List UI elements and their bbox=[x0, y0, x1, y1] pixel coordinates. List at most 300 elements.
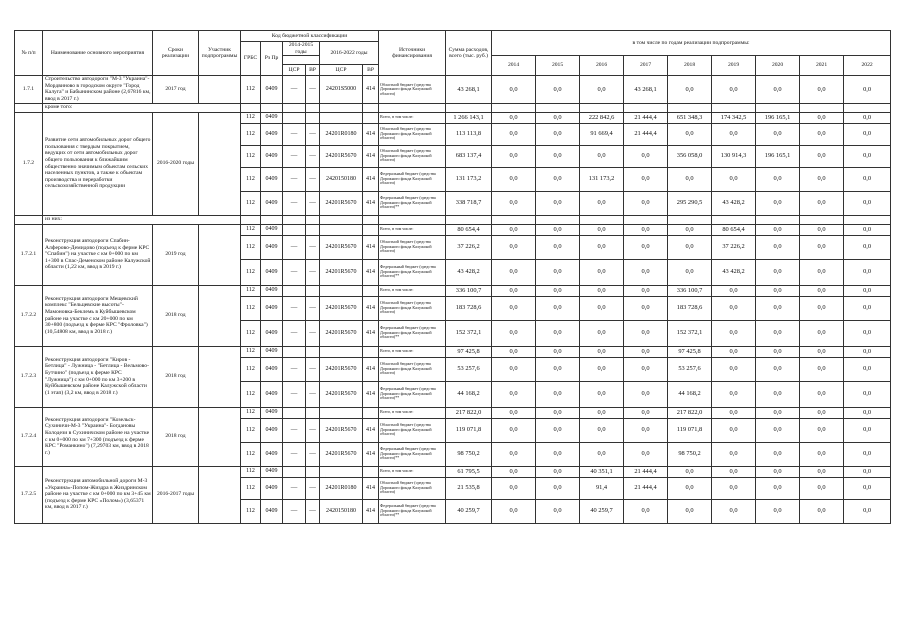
cell-year-value: 0,0 bbox=[492, 167, 536, 191]
cell-year-value: 0,0 bbox=[800, 235, 844, 259]
cell-year-value: 0,0 bbox=[624, 357, 668, 381]
cell-year-value: 0,0 bbox=[712, 76, 756, 103]
cell-grbs: 112 bbox=[241, 477, 261, 499]
cell-year-value: 0,0 bbox=[844, 191, 891, 215]
cell-csr-2016: 24201R5670 bbox=[320, 259, 363, 285]
cell-year-value: 183 728,6 bbox=[668, 296, 712, 320]
cell-csr-2014: — bbox=[283, 418, 306, 442]
cell-year-value: 0,0 bbox=[624, 499, 668, 523]
note-blank-cell bbox=[261, 103, 283, 112]
note-blank-cell bbox=[241, 215, 261, 224]
cell-total: 338 718,7 bbox=[446, 191, 492, 215]
cell-year-value: 0,0 bbox=[712, 296, 756, 320]
cell-total: 98 750,2 bbox=[446, 442, 492, 466]
cell-year-value: 0,0 bbox=[668, 477, 712, 499]
cell-year-value: 0,0 bbox=[536, 442, 580, 466]
cell-grbs: 112 bbox=[241, 259, 261, 285]
row-number: 1.7.2.2 bbox=[15, 285, 43, 346]
cell-year-value: 21 444,4 bbox=[624, 466, 668, 477]
cell-vr-2014 bbox=[306, 346, 320, 357]
cell-rzpr: 0409 bbox=[261, 167, 283, 191]
cell-year-value: 0,0 bbox=[580, 407, 624, 418]
cell-year-value: 21 444,4 bbox=[624, 123, 668, 145]
cell-year-value: 0,0 bbox=[536, 191, 580, 215]
cell-grbs: 112 bbox=[241, 296, 261, 320]
cell-year-value: 0,0 bbox=[492, 259, 536, 285]
note-blank-cell bbox=[536, 215, 580, 224]
cell-rzpr: 0409 bbox=[261, 191, 283, 215]
cell-year-value: 0,0 bbox=[756, 76, 800, 103]
cell-csr-2016 bbox=[320, 407, 363, 418]
header-spacer bbox=[283, 56, 320, 65]
table-row bbox=[15, 466, 891, 477]
cell-year-value: 0,0 bbox=[536, 320, 580, 346]
row-number: 1.7.2.1 bbox=[15, 224, 43, 285]
note-blank-cell bbox=[261, 215, 283, 224]
cell-grbs: 112 bbox=[241, 499, 261, 523]
cell-source: Областной бюджет (средства Дорожного фонда Калужской области) bbox=[379, 296, 446, 320]
cell-year-value: 0,0 bbox=[492, 381, 536, 407]
table-row bbox=[15, 346, 891, 357]
cell-year-value: 0,0 bbox=[800, 346, 844, 357]
cell-grbs: 112 bbox=[241, 381, 261, 407]
cell-grbs: 112 bbox=[241, 418, 261, 442]
cell-year-value: 0,0 bbox=[844, 346, 891, 357]
cell-year-value: 0,0 bbox=[844, 112, 891, 123]
cell-vr-2016: 414 bbox=[363, 418, 379, 442]
cell-vr-2016 bbox=[363, 112, 379, 123]
cell-year-value: 40 259,7 bbox=[580, 499, 624, 523]
cell-csr-2016 bbox=[320, 466, 363, 477]
cell-source: Всего, в том числе: bbox=[379, 407, 446, 418]
cell-year-value: 0,0 bbox=[844, 477, 891, 499]
cell-grbs: 112 bbox=[241, 357, 261, 381]
row-participant bbox=[199, 285, 241, 346]
header-year-2022: 2022 bbox=[844, 56, 891, 76]
cell-total: 44 168,2 bbox=[446, 381, 492, 407]
cell-year-value: 0,0 bbox=[580, 191, 624, 215]
cell-rzpr: 0409 bbox=[261, 259, 283, 285]
cell-csr-2016 bbox=[320, 346, 363, 357]
cell-year-value: 0,0 bbox=[492, 112, 536, 123]
row-name: Реконструкция автодороги Спабин-Алферово-Демидово (подъезд к ферме КРС "Спабин") на участке с км 0+000 по км 1+300 в Спас-Деменском районе Калужской области (1,22 км, ввод в 2019 г.) bbox=[43, 224, 153, 285]
cell-year-value: 0,0 bbox=[844, 320, 891, 346]
cell-source: Областной бюджет (средства Дорожного фонда Калужской области) bbox=[379, 235, 446, 259]
note-blank-cell bbox=[668, 215, 712, 224]
cell-year-value: 0,0 bbox=[756, 442, 800, 466]
cell-grbs: 112 bbox=[241, 191, 261, 215]
cell-year-value: 0,0 bbox=[624, 235, 668, 259]
cell-rzpr: 0409 bbox=[261, 499, 283, 523]
cell-year-value: 0,0 bbox=[492, 442, 536, 466]
note-blank-cell bbox=[492, 103, 536, 112]
cell-year-value: 0,0 bbox=[756, 123, 800, 145]
cell-csr-2016 bbox=[320, 224, 363, 235]
cell-csr-2016: 2420150180 bbox=[320, 499, 363, 523]
cell-year-value: 0,0 bbox=[580, 235, 624, 259]
row-name: Развитие сети автомобильных дорог общего пользования с твердым покрытием, ведущих от сети автомобильных дорог общего пользования к ближайшим общественно значимым объектам сельских населенных пунктов, а также к объектам производства и переработки сельскохозяйственной продукции bbox=[43, 112, 153, 215]
row-number: 1.7.1 bbox=[15, 76, 43, 103]
cell-year-value: 0,0 bbox=[536, 145, 580, 167]
cell-vr-2014 bbox=[306, 112, 320, 123]
cell-grbs: 112 bbox=[241, 346, 261, 357]
cell-year-value: 0,0 bbox=[624, 442, 668, 466]
cell-vr-2016: 414 bbox=[363, 477, 379, 499]
cell-vr-2016: 414 bbox=[363, 76, 379, 103]
cell-year-value: 0,0 bbox=[756, 418, 800, 442]
header-year-2015: 2015 bbox=[536, 56, 580, 76]
cell-vr-2014: — bbox=[306, 76, 320, 103]
cell-year-value: 0,0 bbox=[712, 466, 756, 477]
cell-year-value: 0,0 bbox=[756, 346, 800, 357]
table-row bbox=[15, 285, 891, 296]
cell-source: Областной бюджет (средства Дорожного фонда Калужской области) bbox=[379, 76, 446, 103]
cell-csr-2016: 24201R5670 bbox=[320, 418, 363, 442]
cell-year-value: 152 372,1 bbox=[668, 320, 712, 346]
cell-grbs: 112 bbox=[241, 123, 261, 145]
cell-year-value: 0,0 bbox=[800, 76, 844, 103]
cell-csr-2014 bbox=[283, 346, 306, 357]
cell-rzpr: 0409 bbox=[261, 346, 283, 357]
cell-year-value: 0,0 bbox=[712, 285, 756, 296]
cell-vr-2016 bbox=[363, 285, 379, 296]
cell-year-value: 0,0 bbox=[536, 407, 580, 418]
cell-total: 80 654,4 bbox=[446, 224, 492, 235]
cell-year-value: 0,0 bbox=[712, 499, 756, 523]
cell-vr-2016: 414 bbox=[363, 499, 379, 523]
cell-vr-2014 bbox=[306, 224, 320, 235]
cell-year-value: 356 058,0 bbox=[668, 145, 712, 167]
cell-total: 152 372,1 bbox=[446, 320, 492, 346]
cell-year-value: 0,0 bbox=[536, 112, 580, 123]
note-spacer bbox=[15, 103, 43, 112]
cell-csr-2016: 24201S5000 bbox=[320, 76, 363, 103]
cell-year-value: 0,0 bbox=[536, 296, 580, 320]
cell-year-value: 0,0 bbox=[800, 407, 844, 418]
cell-year-value: 0,0 bbox=[712, 346, 756, 357]
cell-csr-2016: 24201R5670 bbox=[320, 296, 363, 320]
note-blank-cell bbox=[320, 103, 363, 112]
cell-year-value: 0,0 bbox=[800, 357, 844, 381]
cell-csr-2016 bbox=[320, 285, 363, 296]
header-years-2016-2022: 2016-2022 годы bbox=[320, 42, 379, 65]
cell-vr-2014: — bbox=[306, 123, 320, 145]
cell-year-value: 0,0 bbox=[756, 259, 800, 285]
cell-csr-2014 bbox=[283, 466, 306, 477]
cell-year-value: 0,0 bbox=[536, 123, 580, 145]
table-body bbox=[15, 76, 891, 523]
cell-rzpr: 0409 bbox=[261, 224, 283, 235]
cell-year-value: 0,0 bbox=[624, 145, 668, 167]
cell-source: Федеральный бюджет (средства Дорожного фонда Калужской области)** bbox=[379, 191, 446, 215]
cell-year-value: 0,0 bbox=[492, 224, 536, 235]
cell-year-value: 0,0 bbox=[492, 418, 536, 442]
cell-year-value: 0,0 bbox=[756, 191, 800, 215]
note-blank-cell bbox=[844, 215, 891, 224]
note-blank-cell bbox=[580, 215, 624, 224]
cell-rzpr: 0409 bbox=[261, 442, 283, 466]
cell-grbs: 112 bbox=[241, 466, 261, 477]
cell-csr-2014: — bbox=[283, 76, 306, 103]
cell-source: Областной бюджет (средства Дорожного фонда Калужской области) bbox=[379, 145, 446, 167]
row-participant bbox=[199, 407, 241, 466]
note-blank-cell bbox=[756, 103, 800, 112]
cell-total: 53 257,6 bbox=[446, 357, 492, 381]
note-blank-cell bbox=[800, 103, 844, 112]
cell-csr-2016: 2420150180 bbox=[320, 167, 363, 191]
cell-year-value: 0,0 bbox=[800, 112, 844, 123]
cell-year-value: 0,0 bbox=[844, 466, 891, 477]
cell-total: 40 259,7 bbox=[446, 499, 492, 523]
cell-rzpr: 0409 bbox=[261, 296, 283, 320]
header-year-2019: 2019 bbox=[712, 56, 756, 76]
header-csr-2016: ЦСР bbox=[320, 65, 363, 76]
cell-total: 97 425,8 bbox=[446, 346, 492, 357]
cell-year-value: 0,0 bbox=[668, 499, 712, 523]
cell-vr-2014: — bbox=[306, 357, 320, 381]
cell-csr-2014: — bbox=[283, 499, 306, 523]
cell-rzpr: 0409 bbox=[261, 320, 283, 346]
cell-rzpr: 0409 bbox=[261, 123, 283, 145]
cell-vr-2016: 414 bbox=[363, 191, 379, 215]
cell-year-value: 0,0 bbox=[800, 259, 844, 285]
note-blank-cell bbox=[844, 103, 891, 112]
cell-csr-2014 bbox=[283, 407, 306, 418]
cell-year-value: 0,0 bbox=[580, 418, 624, 442]
cell-total: 43 268,1 bbox=[446, 76, 492, 103]
cell-year-value: 0,0 bbox=[536, 76, 580, 103]
cell-year-value: 0,0 bbox=[492, 407, 536, 418]
cell-year-value: 0,0 bbox=[844, 145, 891, 167]
cell-year-value: 0,0 bbox=[712, 167, 756, 191]
row-period: 2017 год bbox=[153, 76, 199, 103]
cell-source: Федеральный бюджет (средства Дорожного фонда Калужской области)** bbox=[379, 442, 446, 466]
row-participant bbox=[199, 76, 241, 103]
note-blank-cell bbox=[320, 215, 363, 224]
cell-source: Федеральный бюджет (средства Дорожного фонда Калужской области)** bbox=[379, 259, 446, 285]
cell-year-value: 0,0 bbox=[800, 123, 844, 145]
cell-year-value: 0,0 bbox=[800, 499, 844, 523]
cell-year-value: 0,0 bbox=[800, 418, 844, 442]
cell-year-value: 0,0 bbox=[712, 442, 756, 466]
cell-year-value: 0,0 bbox=[800, 466, 844, 477]
cell-source: Всего, в том числе: bbox=[379, 285, 446, 296]
cell-total: 336 100,7 bbox=[446, 285, 492, 296]
cell-year-value: 174 342,5 bbox=[712, 112, 756, 123]
table-row bbox=[15, 224, 891, 235]
cell-year-value: 0,0 bbox=[492, 466, 536, 477]
row-participant bbox=[199, 466, 241, 523]
note-blank-cell bbox=[800, 215, 844, 224]
cell-year-value: 21 444,4 bbox=[624, 112, 668, 123]
cell-vr-2016 bbox=[363, 224, 379, 235]
header-rzpr: Рз Пр bbox=[261, 42, 283, 76]
cell-grbs: 112 bbox=[241, 235, 261, 259]
cell-csr-2016 bbox=[320, 112, 363, 123]
cell-total: 61 795,5 bbox=[446, 466, 492, 477]
cell-vr-2016: 414 bbox=[363, 381, 379, 407]
cell-year-value: 0,0 bbox=[800, 442, 844, 466]
cell-vr-2014: — bbox=[306, 296, 320, 320]
cell-year-value: 0,0 bbox=[756, 499, 800, 523]
cell-vr-2016 bbox=[363, 346, 379, 357]
cell-grbs: 112 bbox=[241, 112, 261, 123]
cell-year-value: 0,0 bbox=[580, 224, 624, 235]
cell-csr-2014: — bbox=[283, 477, 306, 499]
cell-year-value: 21 444,4 bbox=[624, 477, 668, 499]
cell-year-value: 0,0 bbox=[536, 466, 580, 477]
header-vr-2016: ВР bbox=[363, 65, 379, 76]
cell-year-value: 43 428,2 bbox=[712, 259, 756, 285]
cell-vr-2016: 414 bbox=[363, 357, 379, 381]
cell-year-value: 0,0 bbox=[624, 320, 668, 346]
cell-vr-2016 bbox=[363, 466, 379, 477]
cell-year-value: 0,0 bbox=[712, 477, 756, 499]
table-row bbox=[15, 112, 891, 123]
cell-year-value: 0,0 bbox=[800, 320, 844, 346]
cell-csr-2016: 24201R5670 bbox=[320, 357, 363, 381]
cell-year-value: 0,0 bbox=[800, 167, 844, 191]
cell-year-value: 0,0 bbox=[492, 346, 536, 357]
cell-vr-2014: — bbox=[306, 418, 320, 442]
note-blank-cell bbox=[492, 215, 536, 224]
note-blank-cell bbox=[668, 103, 712, 112]
note-blank-cell bbox=[712, 215, 756, 224]
cell-year-value: 0,0 bbox=[800, 285, 844, 296]
cell-year-value: 0,0 bbox=[536, 235, 580, 259]
cell-total: 37 226,2 bbox=[446, 235, 492, 259]
cell-year-value: 0,0 bbox=[712, 357, 756, 381]
cell-year-value: 0,0 bbox=[668, 123, 712, 145]
cell-year-value: 0,0 bbox=[800, 224, 844, 235]
budget-table-sheet bbox=[14, 30, 890, 524]
row-period: 2018 год bbox=[153, 285, 199, 346]
cell-vr-2016: 414 bbox=[363, 259, 379, 285]
cell-year-value: 0,0 bbox=[668, 224, 712, 235]
cell-rzpr: 0409 bbox=[261, 76, 283, 103]
cell-year-value: 91,4 bbox=[580, 477, 624, 499]
cell-year-value: 0,0 bbox=[756, 224, 800, 235]
cell-csr-2016: 24201R5670 bbox=[320, 145, 363, 167]
cell-grbs: 112 bbox=[241, 76, 261, 103]
cell-year-value: 0,0 bbox=[756, 466, 800, 477]
note-blank-cell bbox=[306, 103, 320, 112]
cell-year-value: 130 914,3 bbox=[712, 145, 756, 167]
note-text: из них: bbox=[43, 215, 241, 224]
cell-year-value: 0,0 bbox=[536, 346, 580, 357]
note-blank-cell bbox=[712, 103, 756, 112]
cell-year-value: 0,0 bbox=[580, 296, 624, 320]
cell-year-value: 0,0 bbox=[580, 145, 624, 167]
cell-year-value: 0,0 bbox=[800, 381, 844, 407]
cell-vr-2014: — bbox=[306, 259, 320, 285]
cell-year-value: 0,0 bbox=[492, 285, 536, 296]
cell-vr-2016 bbox=[363, 407, 379, 418]
header-year-2014: 2014 bbox=[492, 56, 536, 76]
cell-year-value: 37 226,2 bbox=[712, 235, 756, 259]
cell-total: 683 137,4 bbox=[446, 145, 492, 167]
cell-year-value: 0,0 bbox=[844, 499, 891, 523]
cell-vr-2014: — bbox=[306, 167, 320, 191]
note-blank-cell bbox=[580, 103, 624, 112]
note-blank-cell bbox=[306, 215, 320, 224]
cell-vr-2016: 414 bbox=[363, 145, 379, 167]
cell-year-value: 0,0 bbox=[624, 381, 668, 407]
cell-year-value: 0,0 bbox=[580, 285, 624, 296]
cell-rzpr: 0409 bbox=[261, 418, 283, 442]
cell-csr-2014: — bbox=[283, 296, 306, 320]
cell-year-value: 0,0 bbox=[712, 320, 756, 346]
cell-year-value: 0,0 bbox=[492, 123, 536, 145]
row-name: Строительство автодороги "М-3 "Украина"-Мордвиново в городском округе "Город Калуга" и Бабынинском районе (2,67816 км, ввод в 2017 г.) bbox=[43, 76, 153, 103]
table-row bbox=[15, 76, 891, 103]
cell-year-value: 0,0 bbox=[756, 320, 800, 346]
cell-vr-2014: — bbox=[306, 381, 320, 407]
cell-year-value: 0,0 bbox=[844, 442, 891, 466]
cell-rzpr: 0409 bbox=[261, 112, 283, 123]
cell-rzpr: 0409 bbox=[261, 466, 283, 477]
cell-year-value: 0,0 bbox=[580, 357, 624, 381]
cell-csr-2016: 24201R5670 bbox=[320, 235, 363, 259]
cell-csr-2014: — bbox=[283, 320, 306, 346]
note-blank-cell bbox=[379, 215, 446, 224]
cell-grbs: 112 bbox=[241, 145, 261, 167]
cell-year-value: 0,0 bbox=[624, 167, 668, 191]
cell-total: 119 071,8 bbox=[446, 418, 492, 442]
cell-csr-2014 bbox=[283, 224, 306, 235]
cell-year-value: 0,0 bbox=[844, 357, 891, 381]
cell-vr-2014 bbox=[306, 285, 320, 296]
row-period: 2019 год bbox=[153, 224, 199, 285]
cell-year-value: 98 750,2 bbox=[668, 442, 712, 466]
row-participant bbox=[199, 346, 241, 407]
cell-year-value: 0,0 bbox=[492, 296, 536, 320]
note-spacer bbox=[15, 215, 43, 224]
cell-year-value: 0,0 bbox=[756, 296, 800, 320]
note-blank-cell bbox=[379, 103, 446, 112]
cell-year-value: 0,0 bbox=[624, 418, 668, 442]
cell-year-value: 0,0 bbox=[756, 235, 800, 259]
cell-year-value: 0,0 bbox=[668, 76, 712, 103]
cell-year-value: 0,0 bbox=[844, 235, 891, 259]
cell-year-value: 0,0 bbox=[492, 320, 536, 346]
cell-year-value: 0,0 bbox=[844, 407, 891, 418]
cell-year-value: 651 348,3 bbox=[668, 112, 712, 123]
cell-grbs: 112 bbox=[241, 407, 261, 418]
note-blank-cell bbox=[624, 103, 668, 112]
cell-year-value: 0,0 bbox=[580, 76, 624, 103]
cell-year-value: 0,0 bbox=[756, 285, 800, 296]
cell-total: 43 428,2 bbox=[446, 259, 492, 285]
cell-source: Всего, в том числе: bbox=[379, 346, 446, 357]
row-number: 1.7.2.3 bbox=[15, 346, 43, 407]
cell-csr-2014 bbox=[283, 285, 306, 296]
cell-total: 1 266 143,1 bbox=[446, 112, 492, 123]
cell-year-value: 0,0 bbox=[800, 191, 844, 215]
note-blank-cell bbox=[446, 215, 492, 224]
cell-grbs: 112 bbox=[241, 442, 261, 466]
note-blank-cell bbox=[363, 103, 379, 112]
header-grbs: ГРБС bbox=[241, 42, 261, 76]
cell-year-value: 217 822,0 bbox=[668, 407, 712, 418]
cell-year-value: 0,0 bbox=[844, 296, 891, 320]
cell-rzpr: 0409 bbox=[261, 357, 283, 381]
cell-csr-2014: — bbox=[283, 167, 306, 191]
cell-csr-2014: — bbox=[283, 381, 306, 407]
note-blank-cell bbox=[446, 103, 492, 112]
cell-year-value: 0,0 bbox=[800, 145, 844, 167]
cell-year-value: 0,0 bbox=[624, 407, 668, 418]
